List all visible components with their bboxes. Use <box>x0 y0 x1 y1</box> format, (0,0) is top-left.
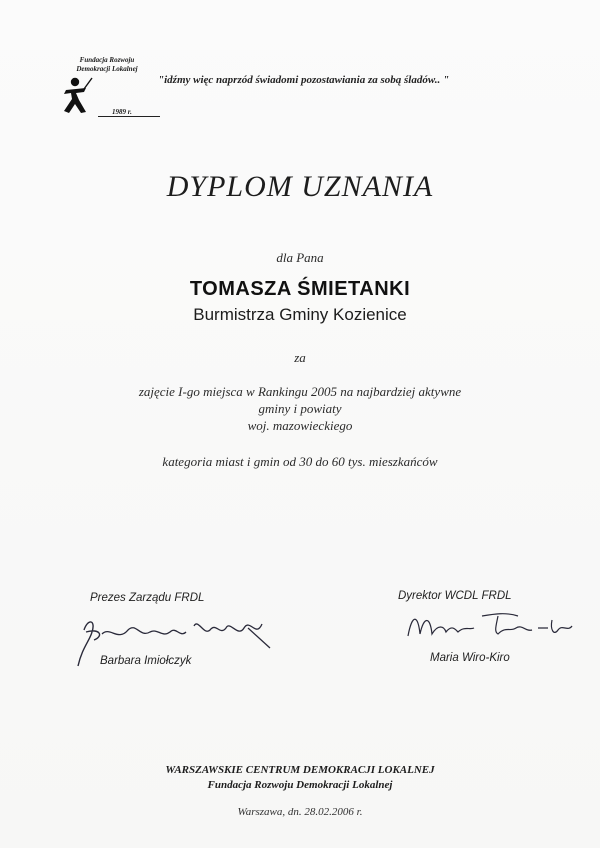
diploma-title: DYPLOM UZNANIA <box>166 170 434 203</box>
walking-figure-icon <box>60 76 96 116</box>
logo-underline <box>98 116 160 117</box>
salutation: dla Pana <box>276 250 324 265</box>
left-signatory-title: Prezes Zarządu FRDL <box>90 592 205 604</box>
recipient-role: Burmistrza Gminy Kozienice <box>193 305 407 324</box>
right-signatory-name: Maria Wiro-Kiro <box>430 652 510 664</box>
reason-line: gminy i powiaty <box>258 401 342 416</box>
foundation-logo <box>58 56 168 122</box>
category-line: kategoria miast i gmin od 30 do 60 tys. mieszkańców <box>162 454 438 469</box>
logo-year: 1989 r. <box>112 108 132 116</box>
left-signatory-name: Barbara Imiołczyk <box>100 655 192 667</box>
reason-line: zajęcie I-go miejsca w Rankingu 2005 na najbardziej aktywne <box>138 384 462 399</box>
right-signatory-title: Dyrektor WCDL FRDL <box>398 590 512 602</box>
reason-line: woj. mazowieckiego <box>247 418 353 433</box>
logo-org-name: Fundacja Rozwoju Demokracji Lokalnej <box>76 56 138 73</box>
motto: "idźmy więc naprzód świadomi pozostawiania za sobą śladów.. " <box>158 74 450 86</box>
reason-intro: za <box>294 350 306 365</box>
footer-org-line-1: WARSZAWSKIE CENTRUM DEMOKRACJI LOKALNEJ <box>165 764 435 776</box>
recipient-name: TOMASZA ŚMIETANKI <box>189 278 411 300</box>
footer-org-line-2: Fundacja Rozwoju Demokracji Lokalnej <box>207 779 393 791</box>
right-handwritten-signature <box>398 606 578 646</box>
place-and-date: Warszawa, dn. 28.02.2006 r. <box>237 806 363 818</box>
